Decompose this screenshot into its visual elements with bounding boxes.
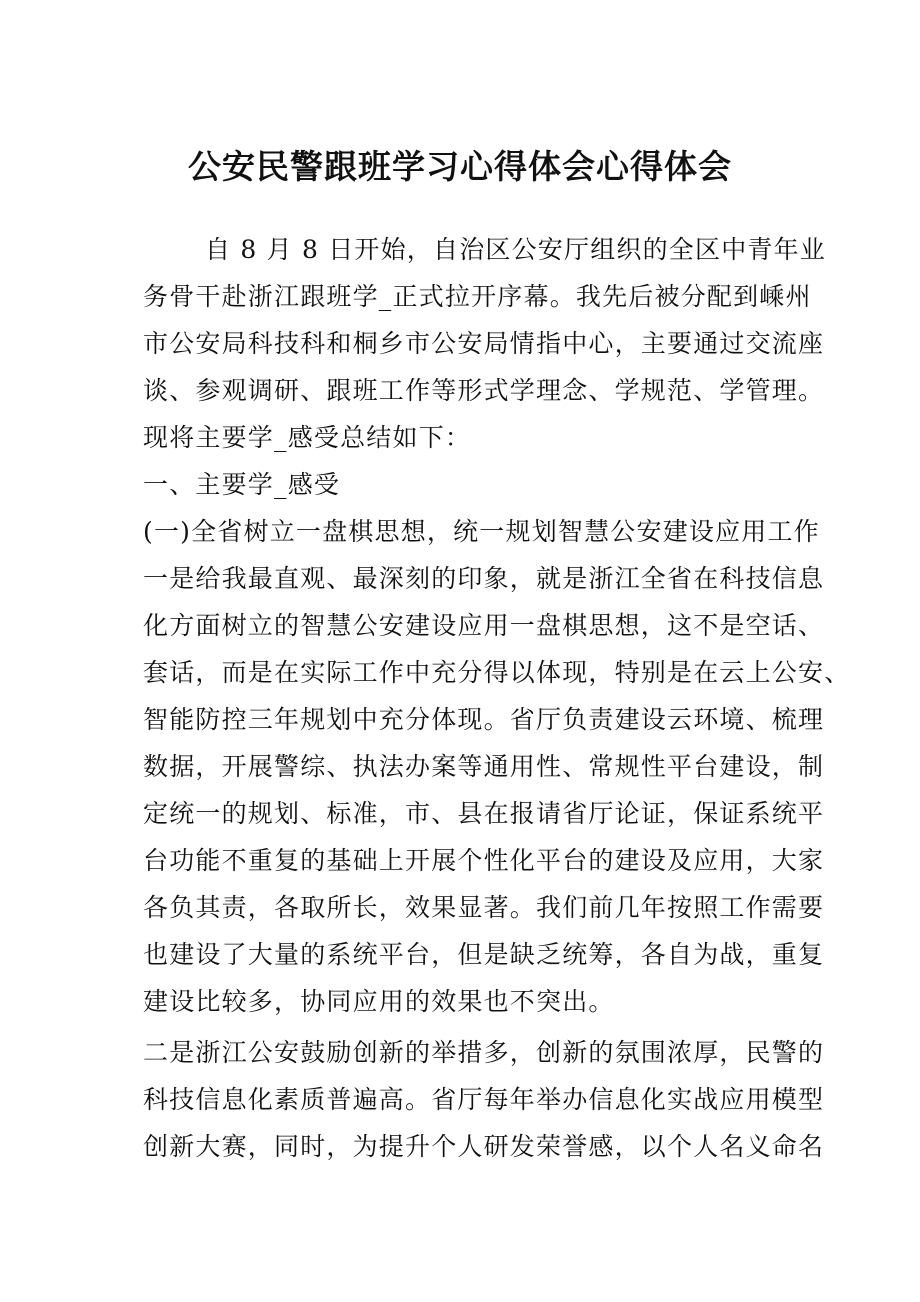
body-line-20: 创新大赛，同时，为提升个人研发荣誉感，以个人名义命名 [143, 1132, 825, 1161]
body-line-5: 现将主要学_感受总结如下： [143, 423, 472, 452]
body-line-16: 也建设了大量的系统平台，但是缺乏统筹，各自为战，重复 [143, 940, 825, 969]
subsection-heading-1: (一)全省树立一盘棋思想，统一规划智慧公安建设应用工作 [143, 517, 820, 546]
section-heading-1: 一、主要学_感受 [143, 470, 341, 499]
body-line-13: 定统一的规划、标准，市、县在报请省厅论证，保证系统平 [143, 799, 825, 828]
body-line-15: 各负其责，各取所长，效果显著。我们前几年按照工作需要 [143, 893, 825, 922]
body-line-8: 一是给我最直观、最深刻的印象，就是浙江全省在科技信息 [143, 564, 825, 593]
body-line-9: 化方面树立的智慧公安建设应用一盘棋思想，这不是空话、 [143, 611, 825, 640]
body-line-14: 台功能不重复的基础上开展个性化平台的建设及应用，大家 [143, 846, 825, 875]
body-line-11: 智能防控三年规划中充分体现。省厅负责建设云环境、梳理 [143, 705, 825, 734]
document-body [143, 226, 851, 1170]
body-line-18: 二是浙江公安鼓励创新的举措多，创新的氛围浓厚，民警的 [143, 1038, 825, 1067]
body-line-1: 自 8 月 8 日开始，自治区公安厅组织的全区中青年业 [205, 235, 827, 264]
body-line-12: 数据，开展警综、执法办案等通用性、常规性平台建设，制 [143, 752, 825, 781]
body-line-3: 市公安局科技科和桐乡市公安局情指中心，主要通过交流座 [143, 329, 825, 358]
body-line-2: 务骨干赴浙江跟班学_正式拉开序幕。我先后被分配到嵊州 [143, 282, 812, 311]
document-title: 公安民警跟班学习心得体会心得体会 [188, 147, 732, 186]
body-line-10: 套话，而是在实际工作中充分得以体现，特别是在云上公安、 [143, 658, 851, 687]
body-line-17: 建设比较多，协同应用的效果也不突出。 [143, 987, 615, 1016]
body-line-19: 科技信息化素质普遍高。省厅每年举办信息化实战应用模型 [143, 1085, 825, 1114]
body-line-4: 谈、参观调研、跟班工作等形式学理念、学规范、学管理。 [143, 376, 825, 405]
